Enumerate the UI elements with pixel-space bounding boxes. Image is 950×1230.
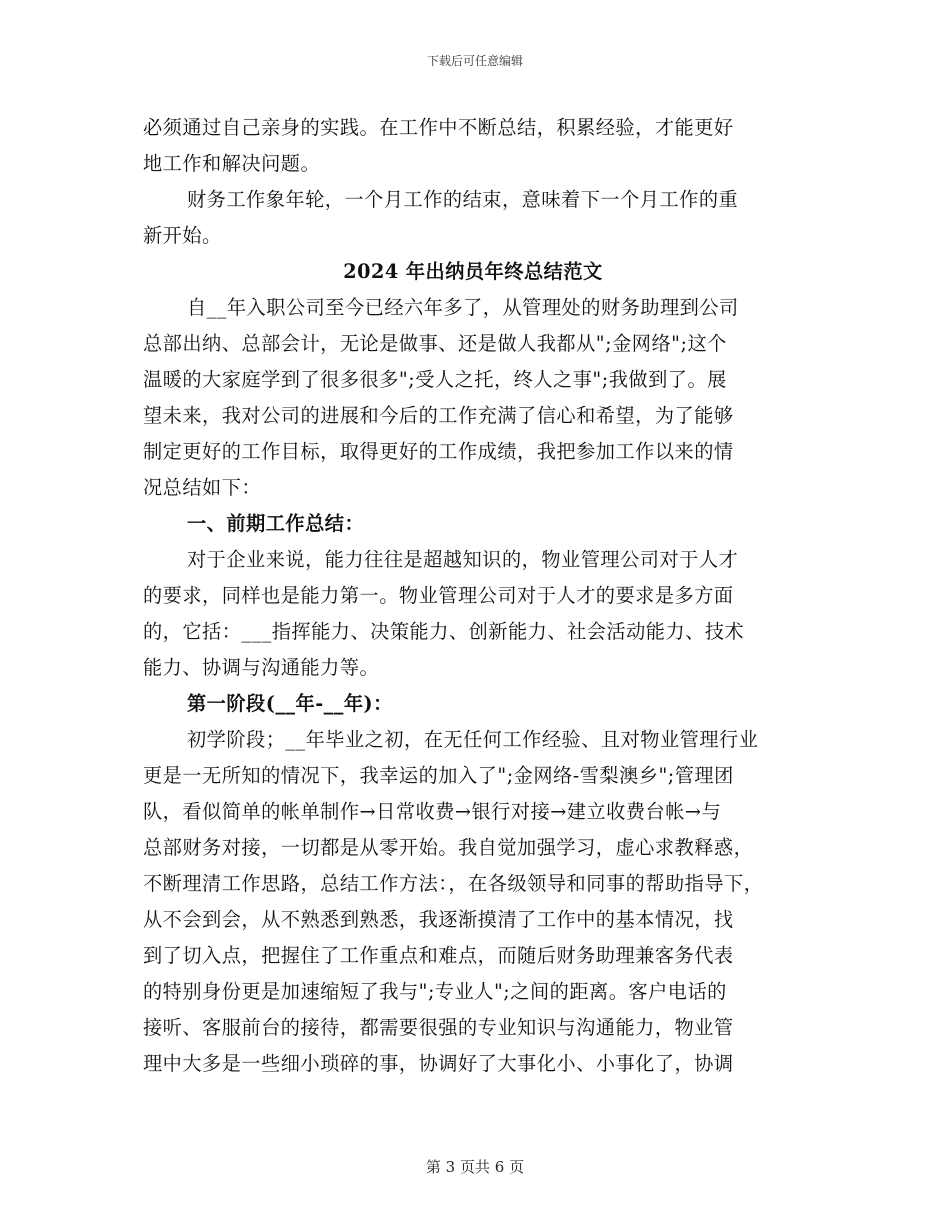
text-line: 制定更好的工作目标，取得更好的工作成绩，我把参加工作以来的情 [143,440,734,463]
text-line: 的要求，同样也是能力第一。物业管理公司对于人才的要求是多方面 [143,584,734,607]
text-line: 从不会到会，从不熟悉到熟悉，我逐渐摸清了工作中的基本情况，找 [143,908,734,931]
text-line: 总部出纳、总部会计，无论是做事、还是做人我都从";金网络";这个 [143,332,727,355]
text-line: 必须通过自己亲身的实践。在工作中不断总结，积累经验，才能更好 [143,116,734,139]
text-line: 地工作和解决问题。 [143,152,321,175]
text-line: 望未来，我对公司的进展和今后的工作充满了信心和希望，为了能够 [143,404,734,427]
text-line: 的特别身份更是加速缩短了我与";专业人";之间的距离。客户电话的 [143,980,727,1003]
text-line: 理中大多是一些细小琐碎的事，协调好了大事化小、小事化了，协调 [143,1052,734,1075]
page-header: 下载后可任意编辑 [426,54,523,68]
text-line: 况总结如下： [143,476,262,499]
text-line: 对于企业来说，能力往往是超越知识的，物业管理公司对于人才 [187,548,739,571]
text-line: 接听、客服前台的接待，都需要很强的专业知识与沟通能力，物业管 [143,1016,734,1039]
text-line: 温暖的大家庭学到了很多很多";受人之托，终人之事";我做到了。展 [143,368,727,391]
text-line: 的，它括：___指挥能力、决策能力、创新能力、社会活动能力、技术 [143,620,745,643]
text-line: 到了切入点，把握住了工作重点和难点，而随后财务助理兼客务代表 [143,944,734,967]
text-line: 新开始。 [143,224,222,247]
section-title: 2024 年出纳员年终总结范文 [343,260,603,283]
section-heading: 一、前期工作总结： [187,512,365,535]
document-body [143,110,803,1082]
text-line: 能力、协调与沟通能力等。 [143,656,380,679]
text-line: 不断理清工作思路，总结工作方法：，在各级领导和同事的帮助指导下， [143,872,764,895]
text-line: 队，看似简单的帐单制作→日常收费→银行对接→建立收费台帐→与 [143,800,722,823]
text-line: 更是一无所知的情况下，我幸运的加入了";金网络-雪梨澳乡";管理团 [143,764,734,787]
section-heading: 第一阶段(__年-__年)： [187,692,393,715]
text-line: 初学阶段；__年毕业之初，在无任何工作经验、且对物业管理行业 [187,728,759,751]
text-line: 自__年入职公司至今已经六年多了，从管理处的财务助理到公司 [187,296,739,319]
text-line: 财务工作象年轮，一个月工作的结束，意味着下一个月工作的重 [187,188,739,211]
text-line: 总部财务对接，一切都是从零开始。我自觉加强学习，虚心求教释惑， [143,836,754,859]
page-footer: 第 3 页共 6 页 [425,1158,525,1176]
